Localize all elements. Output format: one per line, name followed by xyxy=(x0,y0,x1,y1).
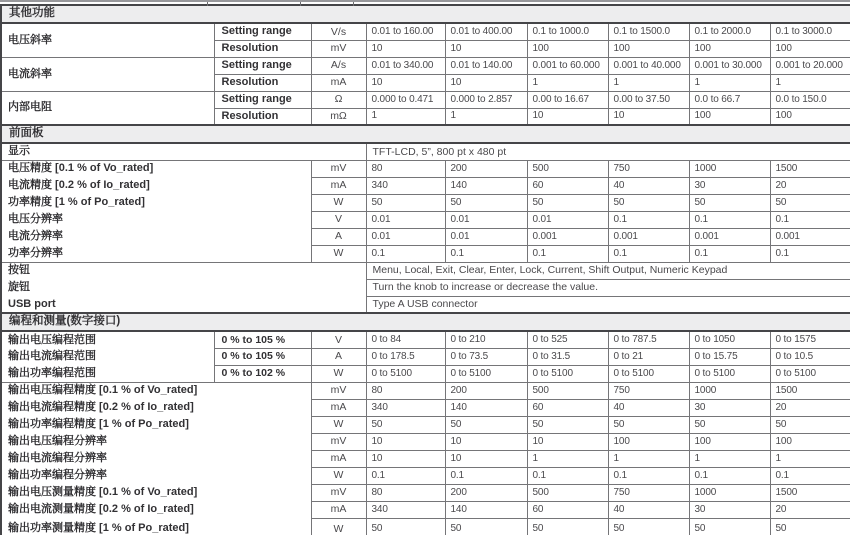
unit-cell: Ω xyxy=(311,91,366,108)
value-cell: 50 xyxy=(366,194,445,211)
value-cell: 100 xyxy=(608,40,689,57)
unit-cell: mV xyxy=(311,382,366,399)
value-cell: 0 to 1575 xyxy=(770,331,850,348)
value-cell: 1500 xyxy=(770,160,850,177)
value-cell: 0.000 to 0.471 xyxy=(366,91,445,108)
value-cell: 50 xyxy=(770,194,850,211)
spec-row xyxy=(1,177,850,194)
section-header: 编程和测量(数字接口) xyxy=(1,313,850,331)
row-label: USB port xyxy=(1,296,366,313)
value-cell: 100 xyxy=(689,433,770,450)
value-cell: 500 xyxy=(527,382,608,399)
row-label: 内部电阻 xyxy=(1,91,214,125)
value-cell: 0.1 xyxy=(770,467,850,484)
value-cell: 50 xyxy=(527,416,608,433)
value-cell: 50 xyxy=(608,518,689,535)
spec-row xyxy=(1,57,850,74)
unit-cell: mA xyxy=(311,450,366,467)
value-cell: 0.01 xyxy=(445,211,527,228)
spec-row xyxy=(1,211,850,228)
value-cell: 0.1 xyxy=(689,211,770,228)
value-cell: 50 xyxy=(445,416,527,433)
value-cell: 0.1 xyxy=(608,467,689,484)
row-label: 输出功率编程分辨率 xyxy=(1,467,311,484)
row-label: 功率精度 [1 % of Po_rated] xyxy=(1,194,311,211)
value-cell: 0 to 31.5 xyxy=(527,348,608,365)
value-cell: 100 xyxy=(770,108,850,125)
unit-cell: mA xyxy=(311,399,366,416)
value-cell: 1 xyxy=(445,108,527,125)
row-label: 输出电流测量精度 [0.2 % of Io_rated] xyxy=(1,501,311,518)
value-cell: 0.01 xyxy=(445,228,527,245)
wide-value-cell: Menu, Local, Exit, Clear, Enter, Lock, Current, Shift Output, Numeric Keypad xyxy=(366,262,850,279)
value-cell: 0 to 5100 xyxy=(445,365,527,382)
unit-cell: mA xyxy=(311,74,366,91)
value-cell: 10 xyxy=(366,74,445,91)
value-cell: 1500 xyxy=(770,484,850,501)
row-label: 电压分辨率 xyxy=(1,211,311,228)
section-header: 其他功能 xyxy=(1,5,850,23)
spec-row xyxy=(1,467,850,484)
value-cell: 0 to 5100 xyxy=(770,365,850,382)
unit-cell: mV xyxy=(311,40,366,57)
value-cell: 0.1 xyxy=(527,467,608,484)
row-label: 电流精度 [0.2 % of Io_rated] xyxy=(1,177,311,194)
row-label: 输出电压编程精度 [0.1 % of Vo_rated] xyxy=(1,382,311,399)
value-cell: 10 xyxy=(366,40,445,57)
percent-cell: 0 % to 105 % xyxy=(214,331,311,348)
unit-cell: A xyxy=(311,348,366,365)
value-cell: 0.001 xyxy=(770,228,850,245)
value-cell: 1 xyxy=(770,74,850,91)
value-cell: 340 xyxy=(366,399,445,416)
setting-type-cell: Setting range xyxy=(214,23,311,40)
unit-cell: V xyxy=(311,211,366,228)
remnant-column-tick xyxy=(300,2,301,6)
value-cell: 10 xyxy=(366,433,445,450)
value-cell: 140 xyxy=(445,501,527,518)
value-cell: 30 xyxy=(689,399,770,416)
row-label: 输出电压编程分辨率 xyxy=(1,433,311,450)
unit-cell: mA xyxy=(311,177,366,194)
value-cell: 0.001 xyxy=(689,228,770,245)
row-label: 电压斜率 xyxy=(1,23,214,57)
value-cell: 1000 xyxy=(689,484,770,501)
percent-cell: 0 % to 102 % xyxy=(214,365,311,382)
row-label: 电流斜率 xyxy=(1,57,214,91)
value-cell: 10 xyxy=(527,108,608,125)
value-cell: 0 to 5100 xyxy=(527,365,608,382)
wide-value-cell: Turn the knob to increase or decrease the value. xyxy=(366,279,850,296)
value-cell: 340 xyxy=(366,501,445,518)
value-cell: 500 xyxy=(527,484,608,501)
value-cell: 10 xyxy=(445,450,527,467)
value-cell: 140 xyxy=(445,399,527,416)
value-cell: 750 xyxy=(608,160,689,177)
value-cell: 1 xyxy=(689,74,770,91)
value-cell: 0 to 787.5 xyxy=(608,331,689,348)
row-label: 旋钮 xyxy=(1,279,366,296)
value-cell: 0 to 5100 xyxy=(608,365,689,382)
value-cell: 50 xyxy=(445,194,527,211)
row-label: 按钮 xyxy=(1,262,366,279)
value-cell: 0.1 xyxy=(689,467,770,484)
unit-cell: mV xyxy=(311,160,366,177)
value-cell: 1500 xyxy=(770,382,850,399)
value-cell: 50 xyxy=(689,416,770,433)
value-cell: 50 xyxy=(527,518,608,535)
setting-type-cell: Setting range xyxy=(214,91,311,108)
wide-value-cell: Type A USB connector xyxy=(366,296,850,313)
unit-cell: W xyxy=(311,245,366,262)
value-cell: 750 xyxy=(608,382,689,399)
value-cell: 200 xyxy=(445,160,527,177)
section-header-row xyxy=(1,5,850,23)
value-cell: 100 xyxy=(770,40,850,57)
unit-cell: mV xyxy=(311,484,366,501)
value-cell: 0.01 to 400.00 xyxy=(445,23,527,40)
value-cell: 0.1 xyxy=(770,211,850,228)
value-cell: 0.001 xyxy=(527,228,608,245)
value-cell: 100 xyxy=(689,40,770,57)
value-cell: 0.01 to 160.00 xyxy=(366,23,445,40)
value-cell: 40 xyxy=(608,177,689,194)
setting-type-cell: Resolution xyxy=(214,74,311,91)
value-cell: 60 xyxy=(527,399,608,416)
unit-cell: mV xyxy=(311,433,366,450)
value-cell: 80 xyxy=(366,484,445,501)
value-cell: 10 xyxy=(527,433,608,450)
value-cell: 20 xyxy=(770,177,850,194)
value-cell: 50 xyxy=(770,416,850,433)
value-cell: 0 to 10.5 xyxy=(770,348,850,365)
spec-row xyxy=(1,399,850,416)
spec-row xyxy=(1,484,850,501)
value-cell: 10 xyxy=(366,450,445,467)
value-cell: 0.00 to 37.50 xyxy=(608,91,689,108)
value-cell: 100 xyxy=(608,433,689,450)
value-cell: 50 xyxy=(689,518,770,535)
value-cell: 0 to 178.5 xyxy=(366,348,445,365)
row-label: 输出电流编程范围 xyxy=(1,348,214,365)
spec-row xyxy=(1,501,850,518)
value-cell: 0.1 to 3000.0 xyxy=(770,23,850,40)
value-cell: 0.01 xyxy=(366,211,445,228)
remnant-column-tick xyxy=(353,2,354,6)
spec-row xyxy=(1,262,850,279)
unit-cell: A/s xyxy=(311,57,366,74)
value-cell: 0.000 to 2.857 xyxy=(445,91,527,108)
value-cell: 100 xyxy=(770,433,850,450)
unit-cell: mΩ xyxy=(311,108,366,125)
value-cell: 0.1 xyxy=(770,245,850,262)
value-cell: 0.001 xyxy=(608,228,689,245)
unit-cell: W xyxy=(311,518,366,535)
value-cell: 0.0 to 66.7 xyxy=(689,91,770,108)
row-label: 显示 xyxy=(1,143,366,160)
spec-row xyxy=(1,416,850,433)
value-cell: 50 xyxy=(527,194,608,211)
spec-row xyxy=(1,348,850,365)
value-cell: 1 xyxy=(527,450,608,467)
spec-row xyxy=(1,245,850,262)
row-label: 电流分辨率 xyxy=(1,228,311,245)
value-cell: 0.1 xyxy=(366,467,445,484)
spec-row xyxy=(1,382,850,399)
spec-row xyxy=(1,365,850,382)
unit-cell: A xyxy=(311,228,366,245)
value-cell: 0.0 to 150.0 xyxy=(770,91,850,108)
value-cell: 100 xyxy=(527,40,608,57)
spec-row xyxy=(1,279,850,296)
value-cell: 0.01 xyxy=(366,228,445,245)
spec-row xyxy=(1,518,850,535)
section-header: 前面板 xyxy=(1,125,850,143)
value-cell: 0 to 210 xyxy=(445,331,527,348)
unit-cell: W xyxy=(311,194,366,211)
value-cell: 0 to 1050 xyxy=(689,331,770,348)
value-cell: 50 xyxy=(608,416,689,433)
value-cell: 10 xyxy=(445,433,527,450)
row-label: 电压精度 [0.1 % of Vo_rated] xyxy=(1,160,311,177)
remnant-column-tick xyxy=(207,2,208,6)
spec-row xyxy=(1,143,850,160)
value-cell: 0.01 to 140.00 xyxy=(445,57,527,74)
spec-row xyxy=(1,296,850,313)
value-cell: 50 xyxy=(608,194,689,211)
value-cell: 20 xyxy=(770,501,850,518)
spec-row xyxy=(1,91,850,108)
row-label: 功率分辨率 xyxy=(1,245,311,262)
setting-type-cell: Resolution xyxy=(214,108,311,125)
unit-cell: W xyxy=(311,467,366,484)
value-cell: 0.001 to 60.000 xyxy=(527,57,608,74)
value-cell: 10 xyxy=(608,108,689,125)
value-cell: 0.001 to 20.000 xyxy=(770,57,850,74)
value-cell: 50 xyxy=(770,518,850,535)
value-cell: 0.00 to 16.67 xyxy=(527,91,608,108)
value-cell: 50 xyxy=(366,416,445,433)
value-cell: 1 xyxy=(770,450,850,467)
value-cell: 1 xyxy=(608,450,689,467)
value-cell: 40 xyxy=(608,501,689,518)
row-label: 输出电压测量精度 [0.1 % of Vo_rated] xyxy=(1,484,311,501)
unit-cell: W xyxy=(311,416,366,433)
value-cell: 10 xyxy=(445,40,527,57)
section-header-row xyxy=(1,313,850,331)
setting-type-cell: Setting range xyxy=(214,57,311,74)
spec-row xyxy=(1,331,850,348)
row-label: 输出功率测量精度 [1 % of Po_rated] xyxy=(1,518,311,535)
value-cell: 0 to 525 xyxy=(527,331,608,348)
spec-row xyxy=(1,23,850,40)
value-cell: 10 xyxy=(445,74,527,91)
spec-row xyxy=(1,194,850,211)
value-cell: 0.1 xyxy=(527,245,608,262)
value-cell: 60 xyxy=(527,501,608,518)
value-cell: 340 xyxy=(366,177,445,194)
unit-cell: V/s xyxy=(311,23,366,40)
value-cell: 0.1 to 2000.0 xyxy=(689,23,770,40)
table-top-remnant xyxy=(0,0,850,4)
value-cell: 0.1 xyxy=(366,245,445,262)
value-cell: 1000 xyxy=(689,382,770,399)
setting-type-cell: Resolution xyxy=(214,40,311,57)
unit-cell: W xyxy=(311,365,366,382)
value-cell: 30 xyxy=(689,501,770,518)
unit-cell: mA xyxy=(311,501,366,518)
value-cell: 0.001 to 40.000 xyxy=(608,57,689,74)
value-cell: 200 xyxy=(445,382,527,399)
value-cell: 50 xyxy=(689,194,770,211)
value-cell: 40 xyxy=(608,399,689,416)
value-cell: 60 xyxy=(527,177,608,194)
value-cell: 0.1 xyxy=(608,245,689,262)
row-label: 输出电流编程精度 [0.2 % of Io_rated] xyxy=(1,399,311,416)
spec-row xyxy=(1,160,850,177)
spec-row xyxy=(1,450,850,467)
value-cell: 1000 xyxy=(689,160,770,177)
spec-row xyxy=(1,228,850,245)
value-cell: 0 to 5100 xyxy=(689,365,770,382)
value-cell: 1 xyxy=(608,74,689,91)
value-cell: 200 xyxy=(445,484,527,501)
value-cell: 0.01 to 340.00 xyxy=(366,57,445,74)
value-cell: 1 xyxy=(366,108,445,125)
specifications-table xyxy=(0,4,850,535)
value-cell: 0.1 xyxy=(445,467,527,484)
unit-cell: V xyxy=(311,331,366,348)
value-cell: 0.1 to 1500.0 xyxy=(608,23,689,40)
value-cell: 1 xyxy=(527,74,608,91)
spec-row xyxy=(1,433,850,450)
value-cell: 80 xyxy=(366,160,445,177)
row-label: 输出电流编程分辨率 xyxy=(1,450,311,467)
value-cell: 0.001 to 30.000 xyxy=(689,57,770,74)
section-header-row xyxy=(1,125,850,143)
value-cell: 750 xyxy=(608,484,689,501)
row-label: 输出功率编程精度 [1 % of Po_rated] xyxy=(1,416,311,433)
value-cell: 1 xyxy=(689,450,770,467)
value-cell: 0.1 xyxy=(608,211,689,228)
row-label: 输出电压编程范围 xyxy=(1,331,214,348)
value-cell: 0 to 84 xyxy=(366,331,445,348)
value-cell: 140 xyxy=(445,177,527,194)
value-cell: 0.1 xyxy=(689,245,770,262)
row-label: 输出功率编程范围 xyxy=(1,365,214,382)
value-cell: 50 xyxy=(366,518,445,535)
value-cell: 30 xyxy=(689,177,770,194)
value-cell: 0 to 15.75 xyxy=(689,348,770,365)
value-cell: 0.01 xyxy=(527,211,608,228)
value-cell: 0 to 73.5 xyxy=(445,348,527,365)
value-cell: 0 to 21 xyxy=(608,348,689,365)
value-cell: 0 to 5100 xyxy=(366,365,445,382)
value-cell: 500 xyxy=(527,160,608,177)
wide-value-cell: TFT-LCD, 5”, 800 pt x 480 pt xyxy=(366,143,850,160)
value-cell: 0.1 xyxy=(445,245,527,262)
value-cell: 80 xyxy=(366,382,445,399)
value-cell: 20 xyxy=(770,399,850,416)
value-cell: 50 xyxy=(445,518,527,535)
percent-cell: 0 % to 105 % xyxy=(214,348,311,365)
value-cell: 0.1 to 1000.0 xyxy=(527,23,608,40)
value-cell: 100 xyxy=(689,108,770,125)
